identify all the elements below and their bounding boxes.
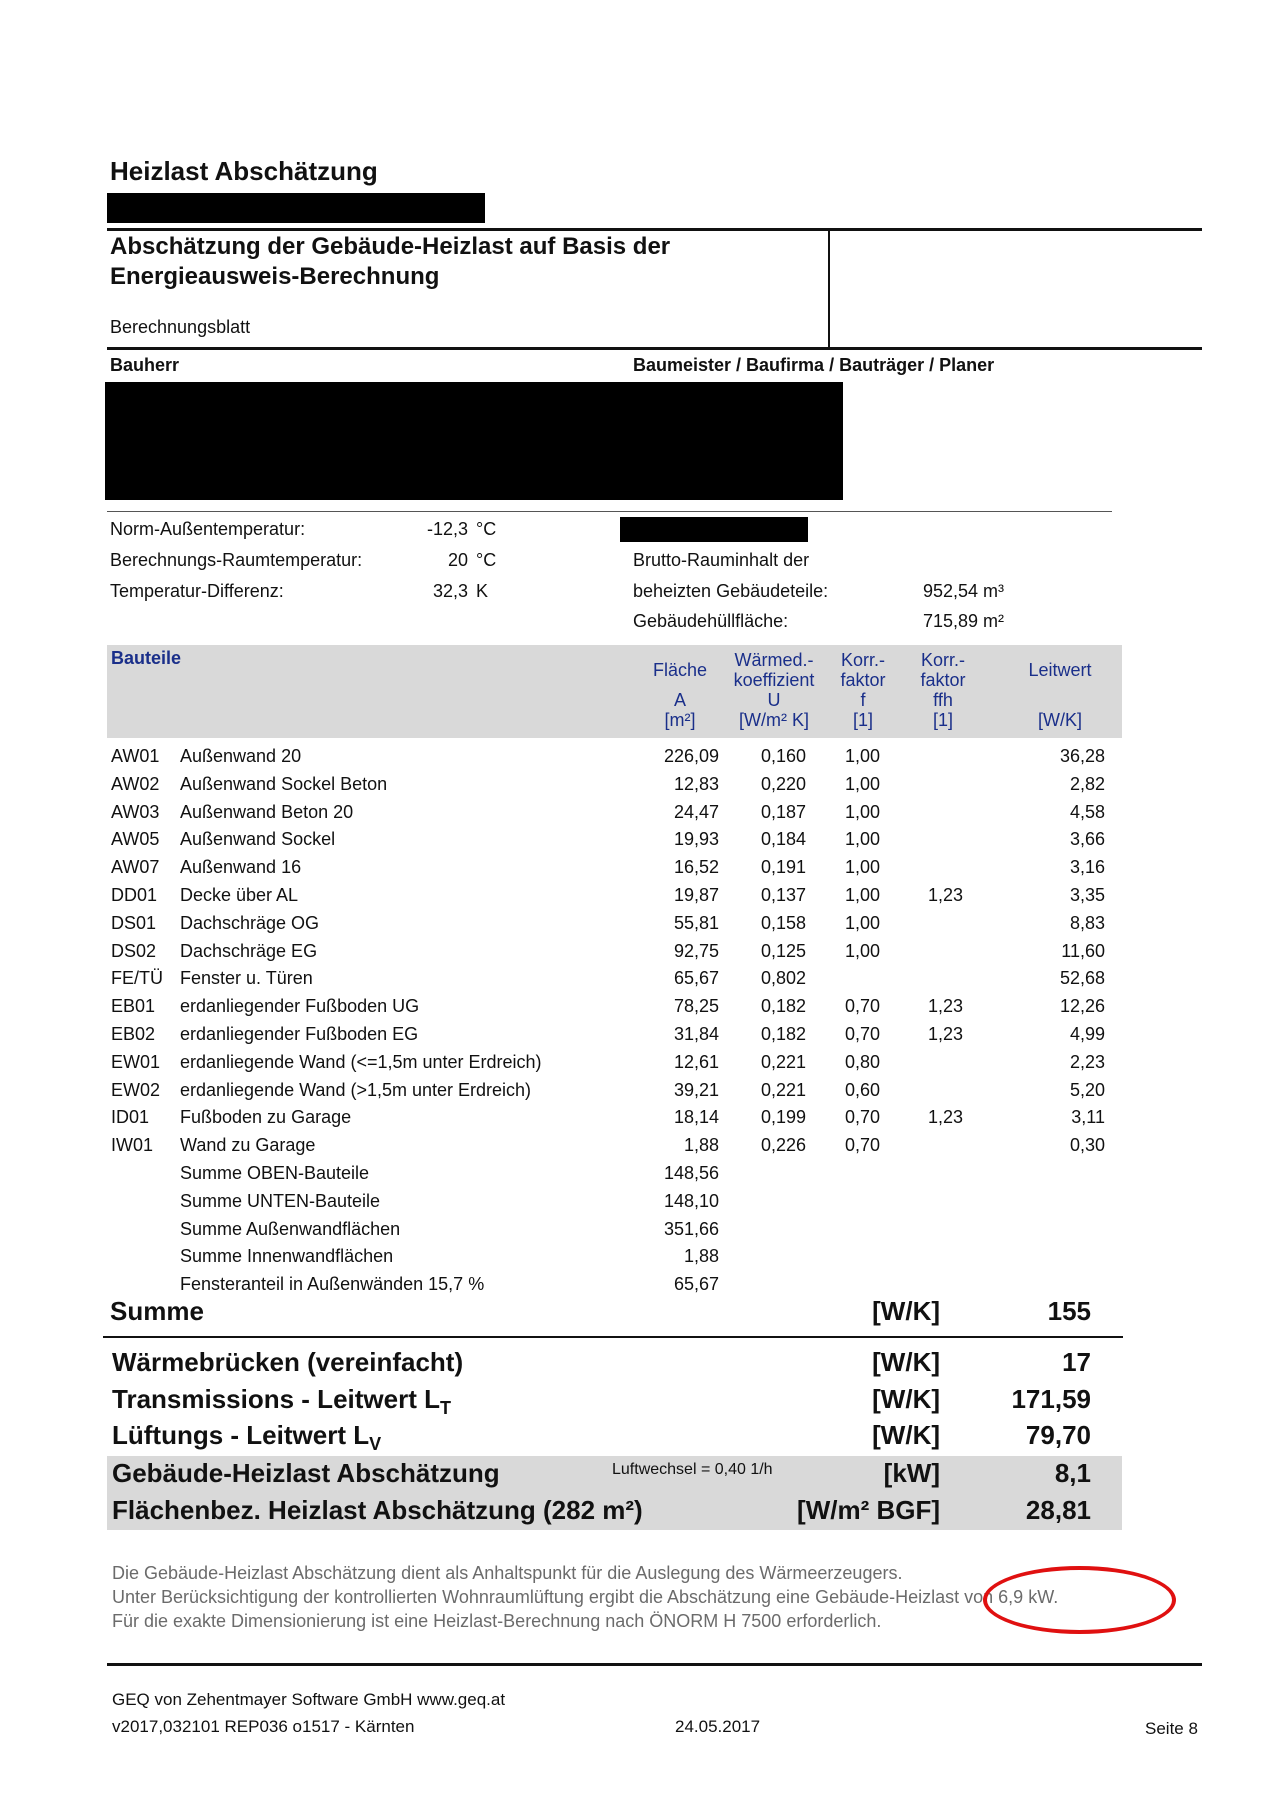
- table-row: [0, 1024, 1280, 1052]
- cell-name: Dachschräge OG: [180, 912, 320, 933]
- cell-u: 0,158: [760, 912, 806, 933]
- cell-u: 0,191: [760, 857, 806, 878]
- footer-version: v2017,032101 REP036 o1517 - Kärnten: [112, 1717, 415, 1736]
- cell-lw: 2,23: [1069, 1051, 1105, 1072]
- cell-name: Fensteranteil in Außenwänden 15,7 %: [180, 1274, 485, 1295]
- transmission-value: 171,59: [1011, 1384, 1091, 1414]
- table-row: [0, 1052, 1280, 1080]
- cell-u: 0,160: [760, 746, 806, 766]
- cell-lw: 2,82: [1069, 773, 1105, 794]
- divider: [107, 1663, 1202, 1666]
- table-section-label: Bauteile: [111, 648, 182, 668]
- footer-company: GEQ von Zehentmayer Software GmbH www.geq.at: [112, 1690, 506, 1709]
- cell-u: 0,187: [760, 801, 806, 822]
- cell-u: 0,182: [760, 996, 806, 1017]
- cell-u: 0,802: [760, 968, 806, 989]
- cell-lw: 3,11: [1071, 1107, 1105, 1128]
- table-row: [0, 1107, 1280, 1135]
- cell-area: 19,87: [673, 885, 719, 905]
- table-row: [0, 857, 1280, 885]
- cell-name: erdanliegender Fußboden UG: [180, 996, 420, 1017]
- cell-name: Wand zu Garage: [180, 1135, 316, 1156]
- divider: [103, 1336, 1123, 1338]
- room-temp-label: Berechnungs-Raumtemperatur:: [110, 550, 363, 570]
- cell-area: 351,66: [663, 1218, 719, 1239]
- cell-name: erdanliegende Wand (>1,5m unter Erdreich): [180, 1079, 532, 1100]
- owner-label: Bauherr: [110, 355, 180, 375]
- cell-f: 1,00: [845, 746, 881, 766]
- cell-ffh: 1,23: [928, 1024, 964, 1044]
- temp-diff-unit: K: [476, 581, 489, 601]
- cell-name: Dachschräge EG: [180, 940, 318, 961]
- cell-name: Decke über AL: [180, 885, 299, 905]
- cell-f: 0,80: [845, 1051, 881, 1072]
- cell-name: Fußboden zu Garage: [180, 1107, 352, 1128]
- cell-area: 19,93: [673, 829, 719, 850]
- cell-code: DD01: [111, 885, 158, 905]
- cell-name: Summe OBEN-Bauteile: [180, 1163, 370, 1183]
- cell-f: 1,00: [845, 912, 881, 933]
- sum-label: Summe: [110, 1296, 204, 1326]
- col-ffh-header: Korr.- faktor ffh [1]: [920, 650, 966, 730]
- table-row: [0, 746, 1280, 774]
- sheet-label: Berechnungsblatt: [110, 317, 251, 337]
- table-row: [0, 1246, 1280, 1274]
- cell-lw: 3,35: [1069, 885, 1105, 905]
- cell-name: Außenwand Beton 20: [180, 801, 354, 822]
- temp-diff-value: 32,3: [432, 581, 468, 601]
- volume-value: 952,54 m³: [923, 581, 1005, 601]
- table-row: [0, 1163, 1280, 1191]
- cell-f: 0,70: [845, 1135, 881, 1156]
- cell-code: EW01: [111, 1051, 161, 1072]
- cell-code: IW01: [111, 1135, 154, 1156]
- norm-temp-label: Norm-Außentemperatur:: [110, 519, 306, 539]
- room-temp-unit: °C: [476, 550, 497, 570]
- thermal-bridges-label: Wärmebrücken (vereinfacht): [112, 1347, 464, 1377]
- area-heatload-label: Flächenbez. Heizlast Abschätzung (282 m²): [112, 1495, 643, 1525]
- ventilation-value: 79,70: [1025, 1420, 1091, 1450]
- footer-page: Seite 8: [1145, 1719, 1198, 1738]
- volume-label-2: beheizten Gebäudeteile:: [633, 581, 829, 601]
- cell-name: erdanliegende Wand (<=1,5m unter Erdreich): [180, 1051, 542, 1072]
- cell-lw: 5,20: [1069, 1079, 1105, 1100]
- cell-u: 0,137: [760, 885, 806, 905]
- cell-lw: 12,26: [1059, 996, 1105, 1017]
- col-u-header: Wärmed.- koeffizient U [W/m² K]: [733, 650, 815, 730]
- cell-u: 0,220: [760, 773, 806, 794]
- temp-diff-label: Temperatur-Differenz:: [110, 581, 284, 601]
- divider: [107, 228, 1202, 231]
- note-line: Die Gebäude-Heizlast Abschätzung dient als Anhaltspunkt für die Auslegung des Wärmeerzeugers.: [112, 1563, 903, 1583]
- cell-f: 1,00: [845, 773, 881, 794]
- cell-ffh: 1,23: [928, 885, 964, 905]
- divider: [107, 511, 1112, 512]
- cell-code: FE/TÜ: [111, 968, 163, 989]
- cell-area: 92,75: [673, 940, 719, 961]
- footer-date: 24.05.2017: [675, 1717, 761, 1736]
- cell-name: Summe Außenwandflächen: [180, 1218, 401, 1239]
- table-row: [0, 802, 1280, 830]
- cell-area: 148,56: [663, 1163, 719, 1183]
- col-area-header: Fläche A [m²]: [652, 660, 708, 730]
- cell-lw: 36,28: [1059, 746, 1105, 766]
- cell-code: AW02: [111, 773, 160, 794]
- transmission-label: Transmissions - Leitwert $L_T$: [112, 1384, 451, 1419]
- cell-code: DS01: [111, 912, 157, 933]
- table-row: [0, 1219, 1280, 1247]
- norm-temp-value: -12,3: [426, 519, 468, 539]
- cell-name: Summe Innenwandflächen: [180, 1246, 394, 1267]
- table-row: [0, 968, 1280, 996]
- cell-lw: 3,66: [1069, 829, 1105, 850]
- table-row: [0, 941, 1280, 969]
- cell-code: EW02: [111, 1079, 161, 1100]
- page-title: Heizlast Abschätzung: [110, 156, 378, 186]
- sum-unit: [W/K]: [872, 1296, 940, 1326]
- cell-name: Außenwand Sockel: [180, 829, 336, 850]
- cell-area: 78,25: [673, 996, 719, 1017]
- cell-area: 226,09: [663, 746, 719, 766]
- cell-lw: 52,68: [1059, 968, 1105, 989]
- cell-area: 39,21: [673, 1079, 719, 1100]
- table-row: [0, 829, 1280, 857]
- cell-lw: 3,16: [1069, 857, 1105, 878]
- cell-name: Fenster u. Türen: [180, 968, 313, 989]
- cell-name: erdanliegender Fußboden EG: [180, 1024, 419, 1044]
- area-heatload-value: 28,81: [1025, 1495, 1091, 1525]
- area-heatload-unit: [W/m² BGF]: [797, 1495, 940, 1525]
- cell-u: 0,184: [760, 829, 806, 850]
- norm-temp-unit: °C: [476, 519, 497, 539]
- redacted-block: [620, 517, 808, 542]
- cell-u: 0,221: [760, 1051, 806, 1072]
- cell-u: 0,125: [760, 940, 806, 961]
- cell-area: 31,84: [673, 1024, 719, 1044]
- thermal-bridges-unit: [W/K]: [872, 1347, 940, 1377]
- cell-area: 65,67: [673, 1274, 719, 1295]
- heatload-value: 8,1: [1054, 1458, 1091, 1488]
- cell-f: 1,00: [845, 801, 881, 822]
- cell-area: 16,52: [673, 857, 719, 878]
- cell-u: 0,226: [760, 1135, 806, 1156]
- cell-code: AW07: [111, 857, 160, 878]
- cell-f: 1,00: [845, 829, 881, 850]
- col-lw-header: Leitwert [W/K]: [1028, 660, 1092, 730]
- cell-code: EB02: [111, 1024, 156, 1044]
- hull-label: Gebäudehüllfläche:: [633, 611, 789, 631]
- transmission-unit: [W/K]: [872, 1384, 940, 1414]
- cell-area: 18,14: [673, 1107, 719, 1128]
- redacted-block: [105, 382, 843, 500]
- cell-u: 0,199: [760, 1107, 806, 1128]
- heatload-label: Gebäude-Heizlast Abschätzung: [112, 1458, 500, 1488]
- cell-f: 0,60: [845, 1079, 881, 1100]
- cell-f: 1,00: [845, 857, 881, 878]
- thermal-bridges-value: 17: [1062, 1347, 1091, 1377]
- cell-code: AW05: [111, 829, 160, 850]
- table-row: [0, 996, 1280, 1024]
- cell-name: Summe UNTEN-Bauteile: [180, 1190, 381, 1211]
- volume-label-1: Brutto-Rauminhalt der: [633, 550, 810, 570]
- cell-name: Außenwand Sockel Beton: [180, 773, 388, 794]
- table-row: [0, 1135, 1280, 1163]
- sum-value: 155: [1047, 1296, 1091, 1326]
- table-row: [0, 1191, 1280, 1219]
- cell-f: 0,70: [845, 996, 881, 1017]
- hull-value: 715,89 m²: [923, 611, 1005, 631]
- table-row: [0, 774, 1280, 802]
- cell-name: Außenwand 20: [180, 746, 302, 766]
- divider: [828, 230, 830, 348]
- cell-code: ID01: [111, 1107, 150, 1128]
- divider: [107, 347, 1202, 350]
- cell-ffh: 1,23: [928, 996, 964, 1017]
- cell-lw: 4,99: [1069, 1024, 1105, 1044]
- highlight-circle: [983, 1566, 1176, 1634]
- cell-lw: 11,60: [1061, 940, 1105, 961]
- note-line: Unter Berücksichtigung der kontrollierten Wohnraumlüftung ergibt die Abschätzung eine Gebäude-Heizlast von 6,9 kW.: [112, 1587, 1059, 1607]
- room-temp-value: 20: [447, 550, 468, 570]
- cell-u: 0,221: [760, 1079, 806, 1100]
- section-subtitle: Abschätzung der Gebäude-Heizlast auf Basis der Energieausweis-Berechnung: [110, 233, 671, 290]
- cell-f: 1,00: [845, 940, 881, 961]
- ventilation-label: Lüftungs - Leitwert $L_V$: [112, 1420, 382, 1455]
- cell-f: 0,70: [845, 1107, 881, 1128]
- cell-area: 1,88: [683, 1246, 719, 1267]
- cell-code: AW03: [111, 801, 160, 822]
- cell-u: 0,182: [760, 1024, 806, 1044]
- cell-area: 24,47: [673, 801, 719, 822]
- cell-ffh: 1,23: [928, 1107, 964, 1128]
- table-row: [0, 885, 1280, 913]
- cell-area: 148,10: [663, 1190, 719, 1211]
- cell-area: 12,61: [673, 1051, 719, 1072]
- col-f-header: Korr.- faktor f [1]: [840, 650, 886, 730]
- cell-area: 55,81: [673, 912, 719, 933]
- cell-lw: 0,30: [1069, 1135, 1105, 1156]
- ventilation-unit: [W/K]: [872, 1420, 940, 1450]
- cell-f: 0,70: [845, 1024, 881, 1044]
- cell-code: DS02: [111, 940, 157, 961]
- cell-code: EB01: [111, 996, 156, 1017]
- cell-lw: 8,83: [1069, 912, 1105, 933]
- cell-area: 1,88: [683, 1135, 719, 1156]
- cell-area: 65,67: [673, 968, 719, 989]
- cell-name: Außenwand 16: [180, 857, 302, 878]
- table-row: [0, 1080, 1280, 1108]
- note-line: Für die exakte Dimensionierung ist eine Heizlast-Berechnung nach ÖNORM H 7500 erforderlich.: [112, 1611, 882, 1631]
- table-row: [0, 913, 1280, 941]
- cell-code: AW01: [111, 746, 160, 766]
- redacted-block: [107, 193, 485, 223]
- heatload-unit: [kW]: [883, 1458, 940, 1488]
- cell-area: 12,83: [673, 773, 719, 794]
- air-change-note: Luftwechsel = 0,40 1/h: [612, 1461, 773, 1478]
- builder-label: Baumeister / Baufirma / Bauträger / Planer: [633, 355, 995, 375]
- cell-f: 1,00: [845, 885, 881, 905]
- cell-lw: 4,58: [1069, 801, 1105, 822]
